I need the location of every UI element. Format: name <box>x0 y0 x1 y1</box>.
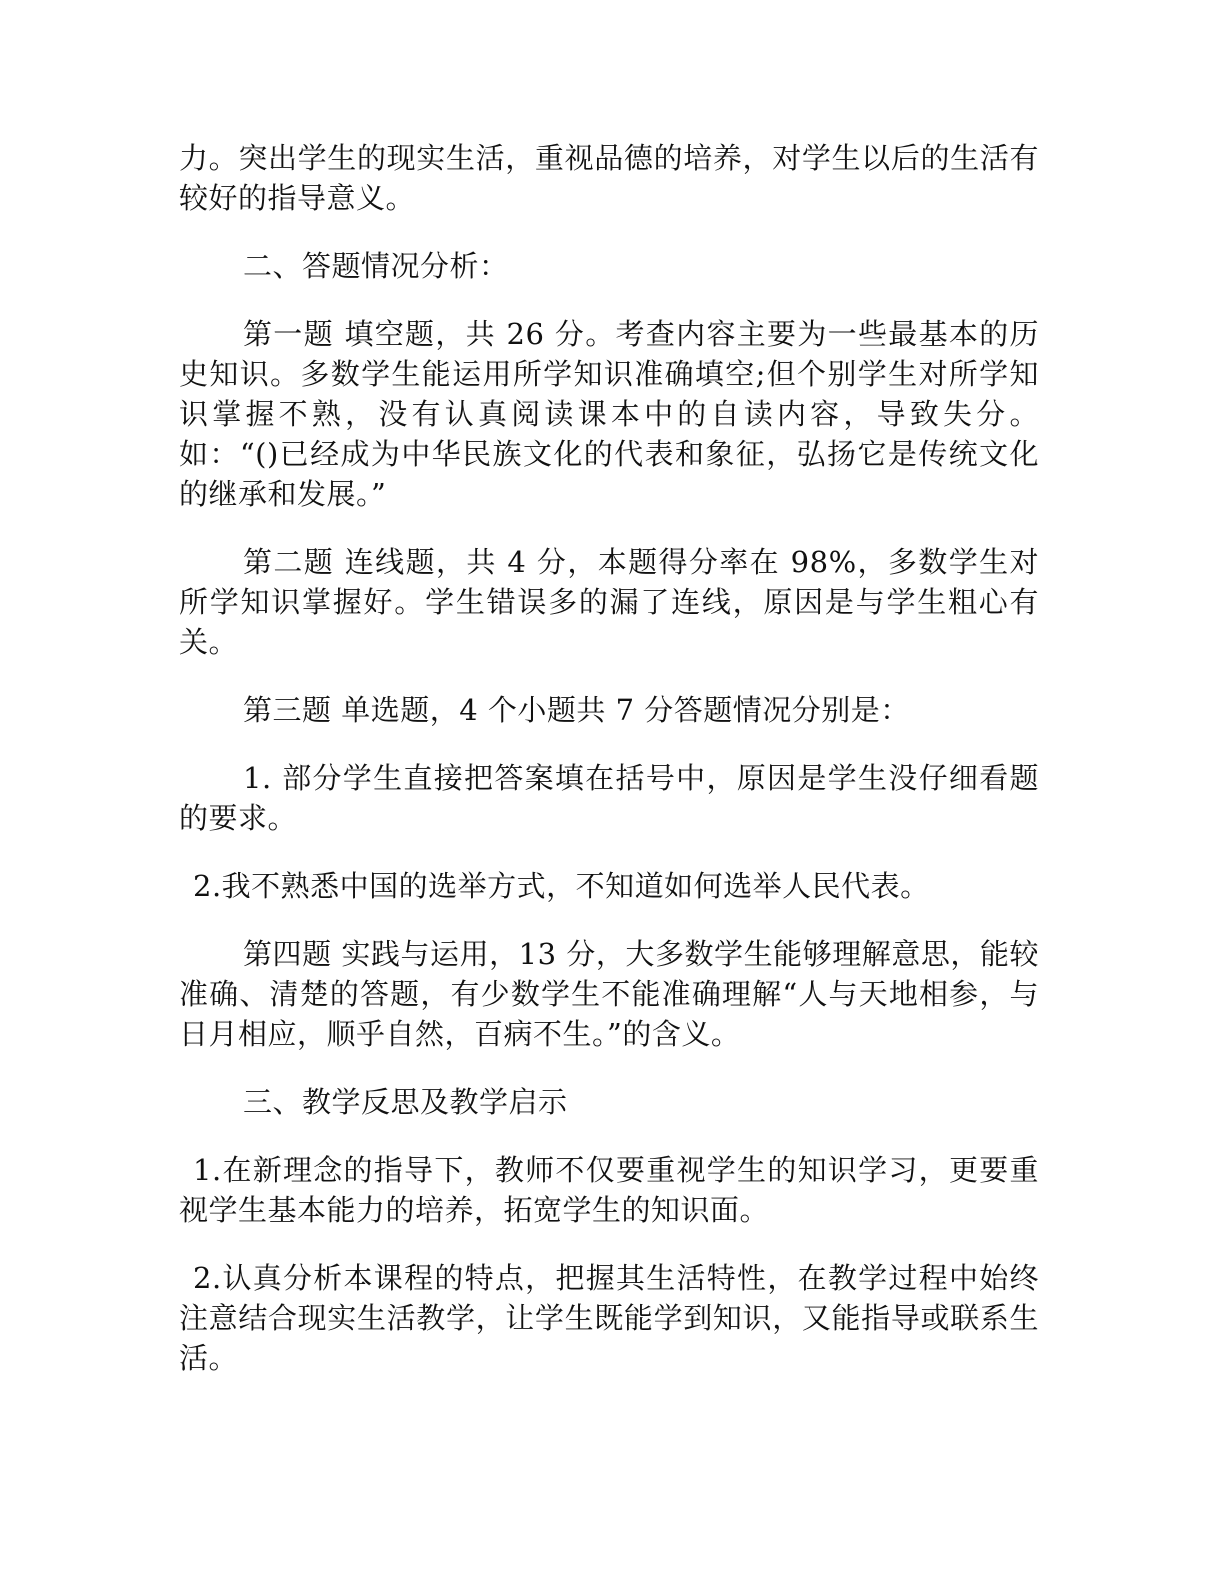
paragraph-reflection-item-1: 1.在新理念的指导下，教师不仅要重视学生的知识学习，更要重视学生基本能力的培养，拓宽学生的知识面。 <box>179 1153 1039 1227</box>
paragraph-intro-continuation: 力。突出学生的现实生活，重视品德的培养，对学生以后的生活有较好的指导意义。 <box>179 141 1039 215</box>
paragraph-question-four: 第四题 实践与运用，13 分，大多数学生能够理解意思，能较准确、清楚的答题，有少数学生不能准确理解“人与天地相参，与日月相应，顺乎自然，百病不生。”的含义。 <box>179 937 1039 1051</box>
paragraph-question-three-item-2: 2.我不熟悉中国的选举方式，不知道如何选举人民代表。 <box>193 869 930 903</box>
section-heading-answer-analysis: 二、答题情况分析： <box>243 249 509 283</box>
document-page <box>179 138 1039 1406</box>
paragraph-question-one: 第一题 填空题，共 26 分。考查内容主要为一些最基本的历史知识。多数学生能运用所学知识准确填空;但个别学生对所学知识掌握不熟，没有认真阅读课本中的自读内容，导致失分。如：“()已经成为中华民族文化的代表和象征，弘扬它是传统文化的继承和发展。” <box>179 317 1039 511</box>
section-heading-teaching-reflection: 三、教学反思及教学启示 <box>243 1085 568 1119</box>
paragraph-reflection-item-2: 2.认真分析本课程的特点，把握其生活特性，在教学过程中始终注意结合现实生活教学，让学生既能学到知识，又能指导或联系生活。 <box>179 1261 1039 1375</box>
paragraph-question-three: 第三题 单选题，4 个小题共 7 分答题情况分别是： <box>243 693 910 727</box>
paragraph-question-three-item-1: 1. 部分学生直接把答案填在括号中，原因是学生没仔细看题的要求。 <box>179 761 1039 835</box>
paragraph-question-two: 第二题 连线题，共 4 分，本题得分率在 98%，多数学生对所学知识掌握好。学生错误多的漏了连线，原因是与学生粗心有关。 <box>179 545 1039 659</box>
